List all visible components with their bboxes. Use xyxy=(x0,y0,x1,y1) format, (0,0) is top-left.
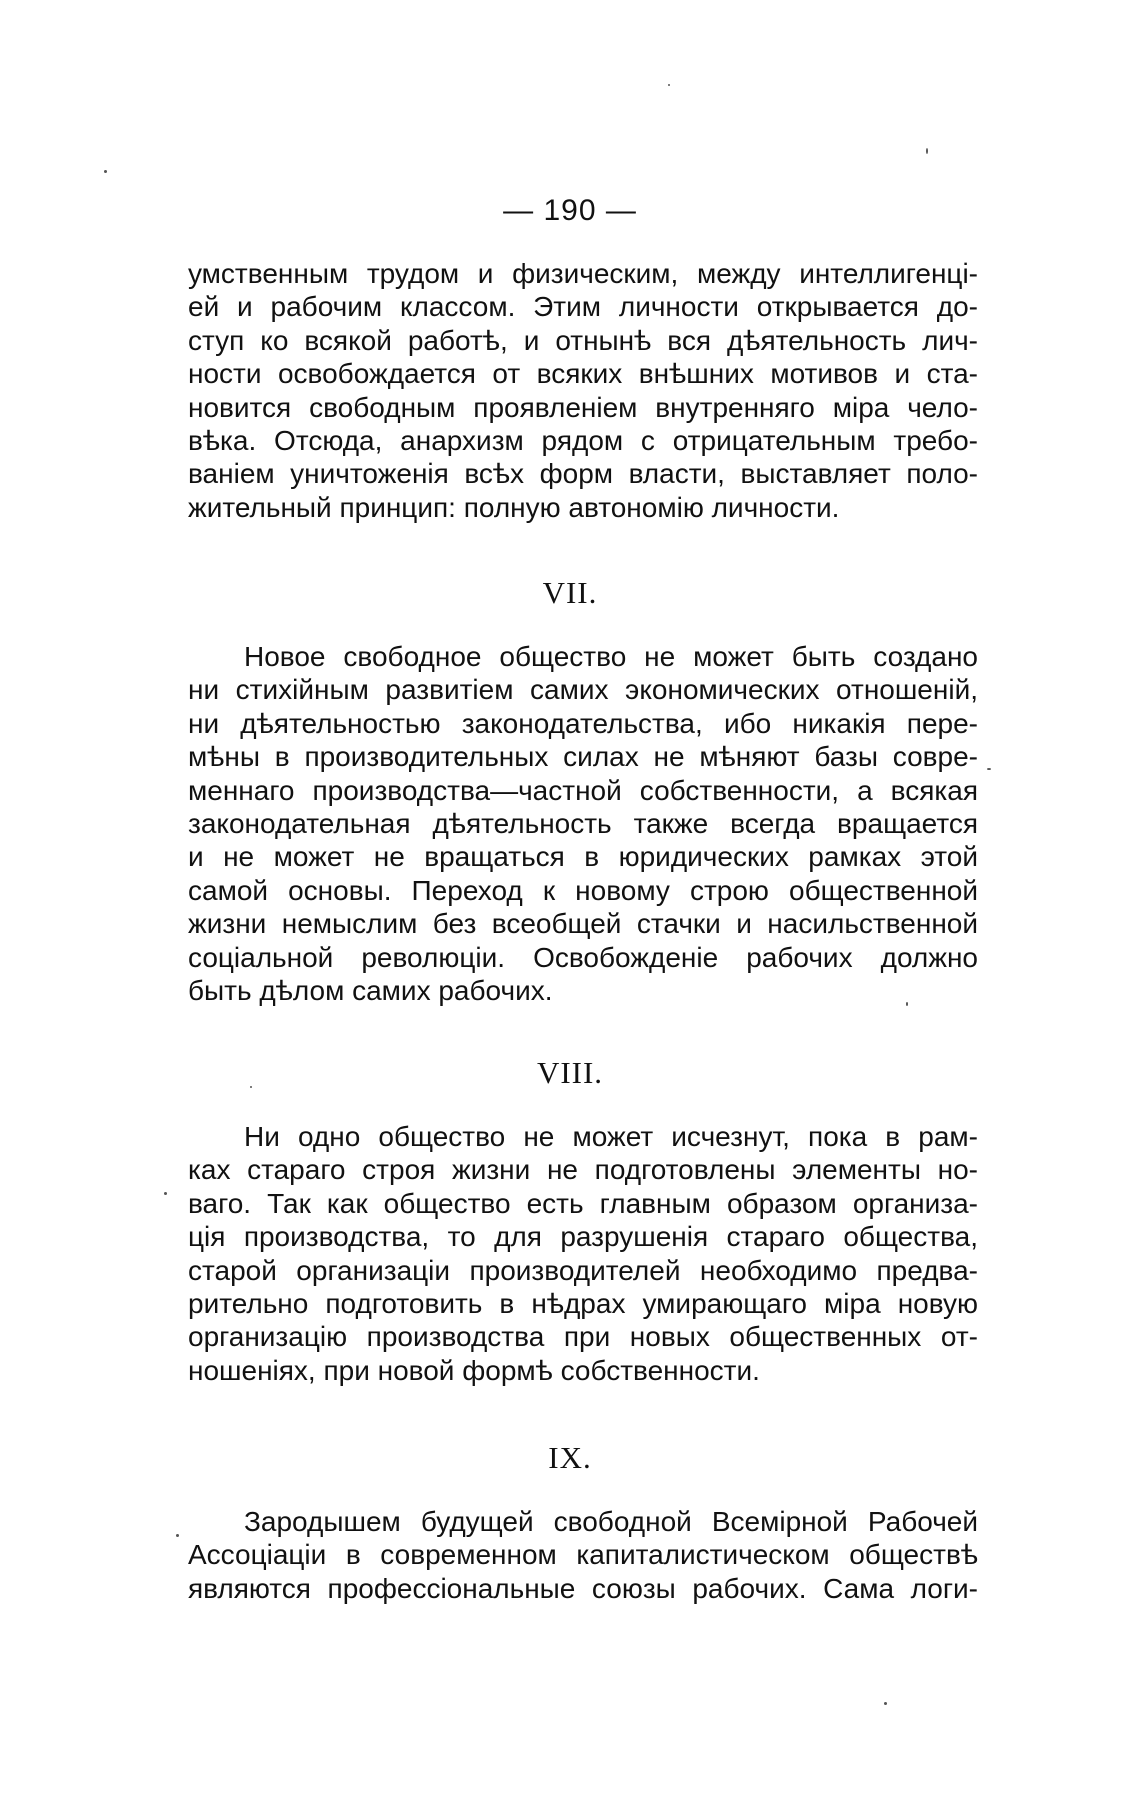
text-line: рительно подготовить в нѣдрах умирающаго міра новую xyxy=(188,1287,978,1319)
paragraph-4 xyxy=(188,1505,978,1605)
text-line: ступ ко всякой работѣ, и отнынѣ вся дѣятельность лич- xyxy=(188,324,978,356)
scan-speck xyxy=(176,1534,179,1537)
text-line: соціальной революціи. Освобожденіе рабочих должно xyxy=(188,941,978,973)
text-line: и не может не вращаться в юридических рамках этой xyxy=(188,841,978,873)
text-line: новится свободным проявленіем внутренняго міра чело- xyxy=(188,391,978,423)
scan-speck xyxy=(884,1702,887,1705)
text-line: ности освобождается от всяких внѣшних мотивов и ста- xyxy=(188,358,978,390)
text-line: ни дѣятельностью законодательства, ибо никакія пере- xyxy=(188,707,978,739)
paragraph-2 xyxy=(188,640,978,1007)
text-line: умственным трудом и физическим, между интеллигенці- xyxy=(188,258,978,289)
section-heading-vii: VII. xyxy=(542,575,598,610)
paragraph-3 xyxy=(188,1120,978,1387)
text-line: жительный принцип: полную автономію личности. xyxy=(188,491,840,523)
paragraph-1 xyxy=(188,257,978,524)
text-line: законодательная дѣятельность также всегда вращается xyxy=(188,807,978,839)
text-line: ція производства, то для разрушенія стараго общества, xyxy=(188,1221,978,1253)
text-line: меннаго производства—частной собственности, а всякая xyxy=(188,774,978,806)
section-heading-ix: IX. xyxy=(548,1440,592,1475)
text-line: вѣка. Отсюда, анархизм рядом с отрицательным требо- xyxy=(188,424,978,456)
text-line: ках стараго строя жизни не подготовлены элементы но- xyxy=(188,1154,978,1186)
section-heading-viii: VIII. xyxy=(536,1055,604,1090)
scan-speck xyxy=(164,1192,167,1195)
scan-speck xyxy=(987,768,991,770)
text-line: самой основы. Переход к новому строю общественной xyxy=(188,874,978,906)
scan-speck xyxy=(104,170,107,173)
text-line: старой организаціи производителей необходимо предва- xyxy=(188,1254,978,1286)
text-line: жизни немыслим без всеобщей стачки и насильственной xyxy=(188,908,978,940)
text-line: Ассоціаціи в современном капиталистическом обществѣ xyxy=(188,1539,978,1571)
text-line: организацію производства при новых общественных от- xyxy=(188,1321,978,1353)
text-line: мѣны в производительных силах не мѣняют базы совре- xyxy=(188,741,978,773)
text-line: являются профессіональные союзы рабочих. Сама логи- xyxy=(188,1572,978,1604)
text-line: Новое свободное общество не может быть создано xyxy=(244,641,978,672)
text-line: быть дѣлом самих рабочих. xyxy=(188,974,553,1006)
scan-speck xyxy=(926,148,928,154)
text-line: ни стихійным развитіем самих экономических отношеній, xyxy=(188,674,978,706)
text-line: ваго. Так как общество есть главным образом организа- xyxy=(188,1187,978,1219)
text-line: ей и рабочим классом. Этим личности открывается до- xyxy=(188,291,978,323)
page-number: — 190 — xyxy=(503,194,637,227)
text-line: ваніем уничтоженія всѣх форм власти, выставляет поло- xyxy=(188,458,978,490)
text-line: ношеніях, при новой формѣ собственности. xyxy=(188,1354,760,1386)
scan-speck xyxy=(668,84,670,86)
text-line: Зародышем будущей свободной Всемірной Рабочей xyxy=(244,1506,978,1537)
text-line: Ни одно общество не может исчезнут, пока в рам- xyxy=(244,1121,978,1152)
